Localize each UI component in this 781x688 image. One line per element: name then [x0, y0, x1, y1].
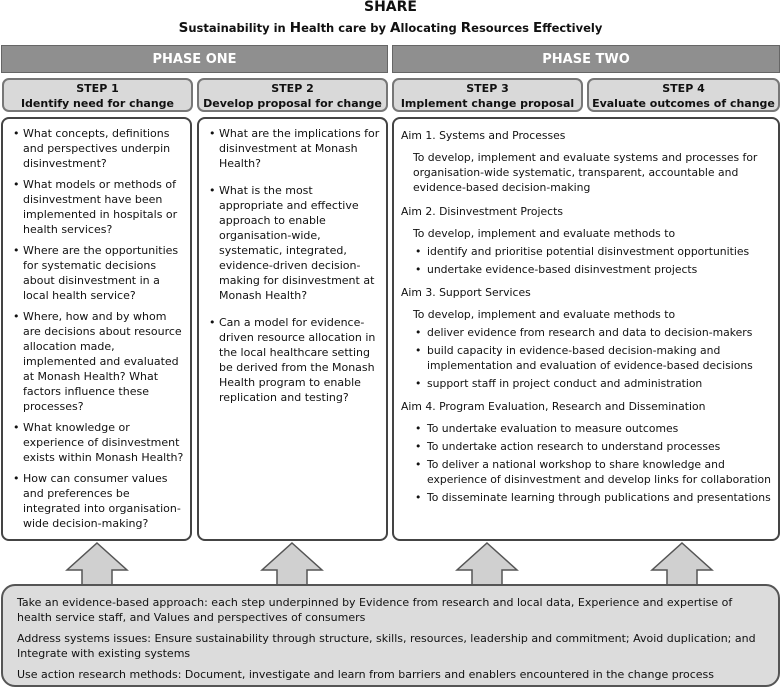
- step-name: Evaluate outcomes of change: [592, 97, 775, 110]
- step-2-questions-panel: [197, 117, 388, 541]
- foundation-principles-box: [1, 584, 780, 687]
- step-1-header: [2, 78, 193, 112]
- subtitle-cap: E: [533, 20, 543, 36]
- aim-item: • identify and prioritise potential disinvestment opportunities: [427, 244, 772, 259]
- foundation-principle: Take an evidence-based approach: each step underpinned by Evidence from research and local data, Experience and expertise of health service staff, and Values and perspectives of consumers: [17, 596, 733, 624]
- diagram-subtitle: [0, 20, 781, 36]
- subtitle-cap: H: [289, 20, 302, 36]
- step-1-questions-panel: [1, 117, 192, 541]
- step-number: STEP 4: [662, 82, 705, 95]
- step-name: Implement change proposal: [400, 97, 575, 110]
- step-number: STEP 1: [76, 82, 119, 95]
- question-item: • What is the most appropriate and effective approach to enable organisation-wide, systematic, integrated, evidence-driven decision-making for disinvestment at Monash Health?: [219, 183, 380, 303]
- question-item: • How can consumer values and preferences be integrated into organisation-wide decision-making?: [23, 471, 184, 531]
- subtitle-cap: S: [178, 20, 189, 36]
- aim-item: • To deliver a national workshop to share knowledge and experience of disinvestment and develop links for collaboration: [427, 457, 772, 487]
- aim-item: • support staff in project conduct and administration: [427, 376, 772, 391]
- aim-item: • build capacity in evidence-based decision-making and implementation and evaluation of evidence-based decisions: [427, 343, 772, 373]
- aim-intro: To develop, implement and evaluate methods to: [413, 227, 676, 240]
- question-item: • Where are the opportunities for systematic decisions about disinvestment in a local health service?: [23, 243, 184, 303]
- foundation-principle: Use action research methods: Document, investigate and learn from barriers and enablers encountered in the change process: [17, 668, 715, 681]
- aim-title: Aim 2. Disinvestment Projects: [401, 205, 563, 218]
- subtitle-rest: ealth care by: [301, 21, 391, 35]
- subtitle-rest: esources: [471, 21, 534, 35]
- phase-two-aims-panel: [392, 117, 780, 541]
- step-name: Develop proposal for change: [203, 97, 382, 110]
- phase-one-bar: PHASE ONE: [1, 45, 388, 73]
- question-item: • What are the implications for disinvestment at Monash Health?: [219, 126, 380, 171]
- step-number: STEP 2: [271, 82, 314, 95]
- question-item: • Where, how and by whom are decisions about resource allocation made, implemented and evaluated at Monash Health? What factors influence these processes?: [23, 309, 184, 414]
- aim-1: [401, 128, 772, 195]
- aim-item-list: [413, 325, 772, 391]
- aim-item: • deliver evidence from research and data to decision-makers: [427, 325, 772, 340]
- step-4-header: [587, 78, 780, 112]
- step-2-header: [197, 78, 388, 112]
- aim-item-list: [413, 421, 772, 505]
- aim-item: • undertake evidence-based disinvestment projects: [427, 262, 772, 277]
- step-name: Identify need for change: [20, 97, 175, 110]
- subtitle-rest: ffectively: [542, 21, 603, 35]
- aim-intro: To develop, implement and evaluate methods to: [413, 308, 676, 321]
- step-number: STEP 3: [466, 82, 509, 95]
- aim-item: • To undertake action research to understand processes: [427, 439, 772, 454]
- subtitle-cap: R: [460, 20, 472, 36]
- aim-3: [401, 285, 772, 391]
- aim-item: • To disseminate learning through publications and presentations: [427, 490, 772, 505]
- question-item: • What concepts, definitions and perspectives underpin disinvestment?: [23, 126, 184, 171]
- aim-title: Aim 4. Program Evaluation, Research and Dissemination: [401, 400, 706, 413]
- step-3-header: [392, 78, 583, 112]
- question-item: • What models or methods of disinvestment have been implemented in hospitals or health services?: [23, 177, 184, 237]
- question-item: • What knowledge or experience of disinvestment exists within Monash Health?: [23, 420, 184, 465]
- question-item: • Can a model for evidence-driven resource allocation in the local healthcare setting be derived from the Monash Health program to enable replication and testing?: [219, 315, 380, 405]
- aim-2: [401, 204, 772, 277]
- aim-title: Aim 3. Support Services: [401, 286, 531, 299]
- subtitle-rest: ustainability in: [188, 21, 290, 35]
- foundation-principle: Address systems issues: Ensure sustainability through structure, skills, resources, leadership and commitment; Avoid duplication; and Integrate with existing systems: [17, 632, 756, 660]
- aim-item: • To undertake evaluation to measure outcomes: [427, 421, 772, 436]
- aim-title: Aim 1. Systems and Processes: [401, 129, 566, 142]
- subtitle-rest: llocating: [400, 21, 461, 35]
- step-2-question-list: [207, 126, 380, 405]
- diagram-title: SHARE: [364, 0, 417, 15]
- aim-item-list: [413, 244, 772, 277]
- subtitle-cap: A: [390, 20, 401, 36]
- phase-two-bar: PHASE TWO: [392, 45, 780, 73]
- aim-4: [401, 399, 772, 505]
- step-1-question-list: [11, 126, 184, 531]
- aim-intro: To develop, implement and evaluate systems and processes for organisation-wide systematic, transparent, accountable and evidence-based decision-making: [413, 151, 758, 194]
